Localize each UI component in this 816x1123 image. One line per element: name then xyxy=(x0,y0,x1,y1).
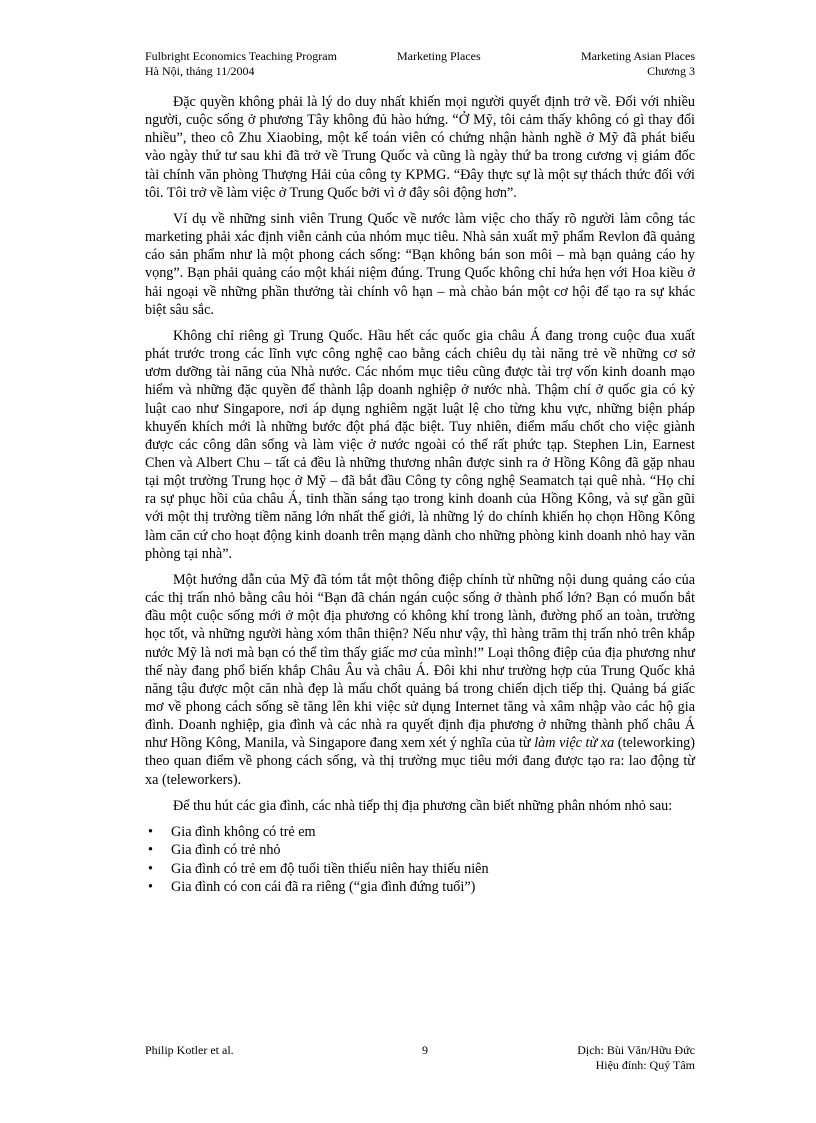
paragraph-2: Ví dụ về những sinh viên Trung Quốc về nước làm việc cho thấy rõ người làm công tác marketing phải xác định viễn cảnh của nhóm mục tiêu. Nhà sản xuất mỹ phẩm Revlon đã quảng cáo sản phẩm như là một phong cách sống: “Bạn không bán son môi – mà bạn quảng cáo hy vọng”. Bạn phải quảng cáo một khái niệm đúng. Trung Quốc không chỉ hứa hẹn với Hoa kiều ở hải ngoại về những phần thưởng tài chính vô hạn – mà chào bán một cơ hội để tạo ra sự khác biệt sâu sắc. xyxy=(145,210,695,318)
footer-author: Philip Kotler et al. xyxy=(145,1043,234,1057)
list-item xyxy=(145,860,695,879)
page-footer xyxy=(145,1043,695,1077)
place-date: Hà Nội, tháng 11/2004 xyxy=(145,64,255,78)
list-item-text: Gia đình có con cái đã ra riêng (“gia đình đứng tuổi”) xyxy=(171,879,476,896)
list-item xyxy=(145,841,695,860)
footer-credits xyxy=(577,1043,695,1073)
bullet-icon: • xyxy=(148,842,153,859)
translator: Dịch: Bùi Văn/Hữu Đức xyxy=(577,1043,695,1057)
page-header xyxy=(145,49,695,83)
paragraph-4-text-a: Một hướng dẫn của Mỹ đã tóm tắt một thông điệp chính từ những nội dung quảng cáo của các thị trấn nhỏ bằng câu hỏi “Bạn đã chán ngán cuộc sống ở thành phố lớn? Bạn có muốn bắt đầu một cuộc sống mới ở một địa phương có không khí trong lành, đường phố an toàn, trường học tốt, và những người hàng xóm thân thiện? Nếu như vậy, thì hàng trăm thị trấn nhỏ trên khắp nước Mỹ là nơi mà bạn có thể tìm thấy giấc mơ của mình!” Loại thông điệp của địa phương như thế này đang phổ biến khắp Châu Âu và châu Á. Đôi khi như trường hợp của Trung Quốc khả năng tậu được một căn nhà đẹp là mấu chốt quảng bá trong chiến dịch tiếp thị. Quảng bá giấc mơ về phong cách sống sẽ tăng lên khi việc sử dụng Internet tăng và xâm nhập vào các hộ gia đình. Doanh nghiệp, gia đình và các nhà ra quyết định địa phương ở những thành phố châu Á như Hồng Kông, Manila, và Singapore đang xem xét ý nghĩa của từ xyxy=(145,571,695,752)
paragraph-3: Không chỉ riêng gì Trung Quốc. Hầu hết các quốc gia châu Á đang trong cuộc đua xuất phát trước trong các lĩnh vực công nghệ cao bằng cách chiêu dụ tài năng trẻ về những cơ sở ươm dưỡng tài năng của Nhà nước. Các nhóm mục tiêu cũng được tài trợ vốn kinh doanh mạo hiểm và những đặc quyền để thành lập doanh nghiệp ở nước nhà. Thậm chí ở quốc gia có kỷ luật cao như Singapore, nơi áp dụng nghiêm ngặt luật lệ cho từng khu vực, những biện pháp khuyến khích mới là những bước đột phá đặc biệt. Tuy nhiên, điểm mấu chốt cho việc giành được các công dân sống và làm việc ở nước ngoài có thể rất phức tạp. Stephen Lin, Earnest Chen và Albert Chu – tất cả đều là những thương nhân được sinh ra ở Hồng Kông đã gặp nhau tại một trường Trung học ở Mỹ – đã bắt đầu Công ty công nghệ Seamatch tại quê nhà. “Họ chỉ ra sự phục hồi của châu Á, tinh thần sáng tạo trong kinh doanh của Hồng Kông, và sự gần gũi với một thị trường tiềm năng lớn nhất thế giới, là những lý do chính khiến họ chọn Hồng Kông làm căn cứ cho hoạt động kinh doanh trên mạng dành cho những phòng kinh doanh nhỏ hay văn phòng tại nhà”. xyxy=(145,327,695,562)
page-number: 9 xyxy=(422,1043,428,1057)
list-item-text: Gia đình không có trẻ em xyxy=(171,823,316,840)
book-title: Marketing Places xyxy=(397,49,481,63)
program-name: Fulbright Economics Teaching Program xyxy=(145,49,337,63)
header-right xyxy=(581,49,695,79)
bullet-icon: • xyxy=(148,860,153,877)
paragraph-4-text-b: (teleworking) theo quan điểm về phong cách sống, và thị trường mục tiêu mới đang được tạo ra: lao động từ xa (teleworkers). xyxy=(145,735,696,788)
chapter-title: Marketing Asian Places xyxy=(581,49,695,63)
bullet-icon: • xyxy=(148,823,153,840)
paragraph-5: Để thu hút các gia đình, các nhà tiếp thị địa phương cần biết những phân nhóm nhỏ sau: xyxy=(173,797,673,814)
paragraph-4-italic-term: làm việc từ xa xyxy=(534,735,615,752)
bullet-icon: • xyxy=(148,879,153,896)
header-center xyxy=(397,49,481,64)
paragraph-1: Đặc quyền không phải là lý do duy nhất khiến mọi người quyết định trở về. Đối với nhiều người, cuộc sống ở phương Tây không đủ hào hứng. “Ở Mỹ, tôi cảm thấy không có gì thay đổi nhiều”, theo cô Zhu Xiaobing, một kế toán viên có chứng nhận hành nghề ở Mỹ đã phát biểu vào ngày thứ tư sau khi đã trở về Trung Quốc và cũng là ngày thứ ba trong cương vị giám đốc tài chính văn phòng Thượng Hải của công ty KPMG. “Đây thực sự là một sự thách thức đối với tôi. Tôi trở về làm việc ở Trung Quốc bởi vì ở đây sôi động hơn”. xyxy=(145,94,695,201)
list-item-text: Gia đình có trẻ nhỏ xyxy=(171,842,281,859)
list-item-text: Gia đình có trẻ em độ tuổi tiền thiếu niên hay thiếu niên xyxy=(171,860,489,877)
bullet-list xyxy=(145,823,695,897)
editor: Hiệu đính: Quý Tâm xyxy=(595,1058,695,1072)
page-body xyxy=(145,93,695,897)
list-item xyxy=(145,823,695,842)
chapter-number: Chương 3 xyxy=(647,64,695,78)
paragraph-4 xyxy=(145,571,695,789)
list-item xyxy=(145,878,695,897)
header-left xyxy=(145,49,337,79)
